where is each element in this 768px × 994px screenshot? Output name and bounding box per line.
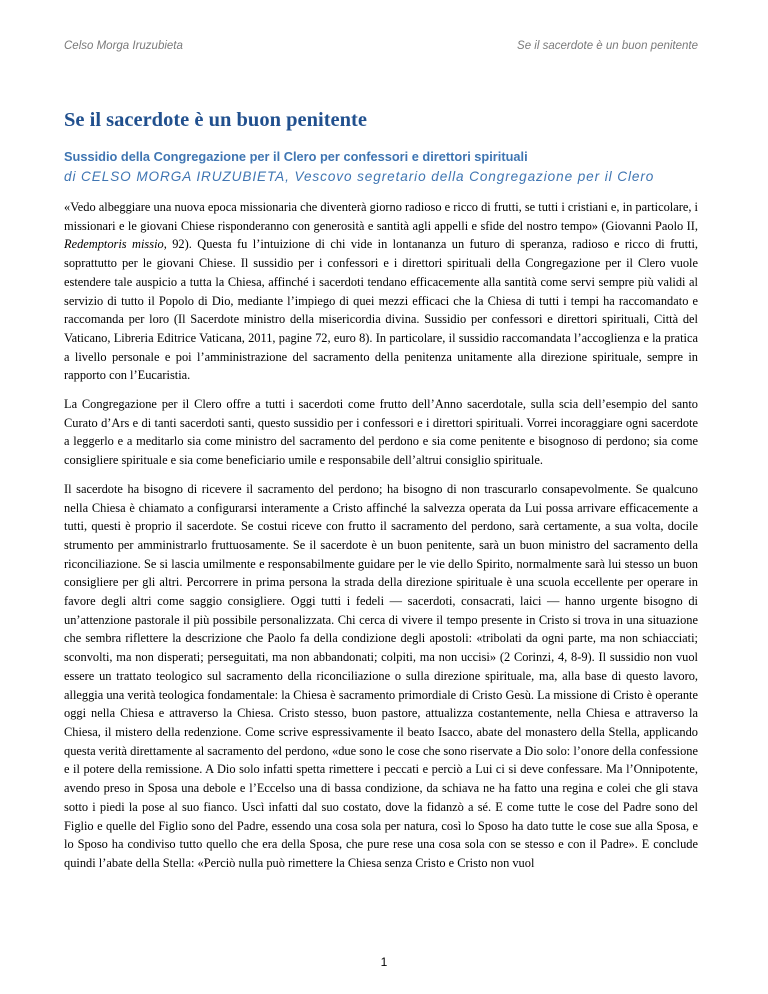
paragraph-1-text-end: , 92). Questa fu l’intuizione di chi vide in lontananza un futuro di speranza, radioso e ricco di frutti, soprattutto per le giovani Chiese. Il sussidio per i confessori e i direttori spirituali della Congregazione per il Clero vuole estendere tale auspicio a tutta la Chiesa, affinché i sacerdoti tendano efficacemente alla santità come servi sempre più validi al servizio di tutto il Popolo di Dio, mediante l’impiego di quei mezzi efficaci che la Chiesa di tutti i tempi ha raccomandato e raccomanda per loro (Il Sacerdote ministro della misericordia divina. Sussidio per confessori e direttori spirituali, Città del Vaticano, Libreria Editrice Vaticana, 2011, pagine 72, euro 8). In particolare, il sussidio raccomandata l’accoglienza e la pratica a livello personale e poi l’amministrazione del sacramento della penitenza unitamente alla direzione spirituale, sempre in rapporto con l’Eucaristia.	[64, 237, 698, 383]
paragraph-3: Il sacerdote ha bisogno di ricevere il sacramento del perdono; ha bisogno di non trascurarlo consapevolmente. Se qualcuno nella Chiesa è chiamato a configurarsi interamente a Cristo affinché la salvezza operata da Lui possa arrivare efficacemente a tutti, questi è proprio il sacerdote. Se costui riceve con frutto il sacramento del perdono, sarà certamente, a sua volta, docile strumento per amministrarlo fruttuosamente. Se il sacerdote è un buon penitente, sarà un buon ministro del sacramento della riconciliazione. Se si lascia umilmente e responsabilmente guidare per le vie dello Spirito, normalmente sarà lui stesso un buon consigliere per gli altri. Percorrere in prima persona la strada della direzione spirituale è una scuola eccellente per operare in favore degli altri come saggio consigliere. Oggi tutti i fedeli — sacerdoti, consacrati, laici — hanno urgente bisogno di un’attenzione pastorale il più possibile personalizzata. Chi cerca di vivere il tempo presente in Cristo si trova in una situazione che sembra riflettere la descrizione che Paolo fa della condizione degli apostoli: «tribolati da ogni parte, ma non schiacciati; sconvolti, ma non disperati; perseguitati, ma non abbandonati; colpiti, ma non uccisi» (2 Corinzi, 4, 8-9). Il sussidio non vuol essere un trattato teologico sul sacramento della riconciliazione o sulla direzione spirituale, ma, alla base di questo lavoro, alleggia una verità teologica fondamentale: la Chiesa è sacramento primordiale di Cristo Gesù. La missione di Cristo è operante oggi nella Chiesa e attraverso la Chiesa. Cristo stesso, buon pastore, attualizza costantemente, nella Chiesa e attraverso la Chiesa, il mistero della redenzione. Come scrive espressivamente il beato Isacco, abate del monastero della Stella, applicando questa verità direttamente al sacramento del perdono, «due sono le cose che sono riservate a Dio solo: l’onore della confessione e il potere della remissione. A Dio solo infatti spetta rimettere i peccati e perciò a Lui ci si deve confessare. Ma l’Onnipotente, avendo preso in Sposa una debole e l’Eccelso una di bassa condizione, da schiava ne ha fatto una regina e colei che gli stava sotto i piedi la pose al suo fianco. Uscì infatti dal suo costato, dove la fidanzò a sé. E come tutte le cose del Padre sono del Figlio e quelle del Figlio sono del Padre, essendo una cosa sola per natura, così lo Sposo ha dato tutte le cose sue alla Sposa, e lo Sposo ha condiviso tutto quello che era della Sposa, che pure rese una cosa sola con se stesso e con il Padre». E conclude quindi l’abate della Stella: «Perciò nulla può rimettere la Chiesa senza Cristo e Cristo non vuol	[64, 481, 698, 870]
article-body	[64, 106, 698, 873]
paragraph-1	[64, 198, 698, 385]
paragraph-1-text-start: «Vedo albeggiare una nuova epoca missionaria che diventerà giorno radioso e ricco di frutti, se tutti i cristiani e, in particolare, i missionari e le giovani Chiese risponderanno con generosità e santità agli appelli e sfide del nostro tempo» (Giovanni Paolo II,	[64, 200, 698, 233]
article-author-line: di CELSO MORGA IRUZUBIETA, Vescovo segretario della Congregazione per il Clero	[64, 169, 655, 184]
header-title: Se il sacerdote è un buon penitente	[517, 40, 698, 52]
header-author: Celso Morga Iruzubieta	[64, 40, 183, 52]
paragraph-2: La Congregazione per il Clero offre a tutti i sacerdoti come frutto dell’Anno sacerdotale, sulla scia dell’esempio del santo Curato d’Ars e di tanti sacerdoti santi, questo sussidio per i confessori e i direttori spirituali. Vorrei incoraggiare ogni sacerdote a leggerlo e a meditarlo sia come ministro del sacramento del perdono e sia come penitente e bisognoso di perdono; sia come consigliere spirituale e sia come beneficiario umile e responsabile dell’altrui consiglio spirituale.	[64, 397, 698, 468]
page-number: 1	[380, 955, 388, 969]
paragraph-1-citation: Redemptoris missio	[64, 237, 164, 252]
page-header	[64, 40, 698, 58]
article-title: Se il sacerdote è un buon penitente	[64, 109, 367, 131]
article-subtitle: Sussidio della Congregazione per il Clero per confessori e direttori spirituali	[64, 149, 528, 164]
